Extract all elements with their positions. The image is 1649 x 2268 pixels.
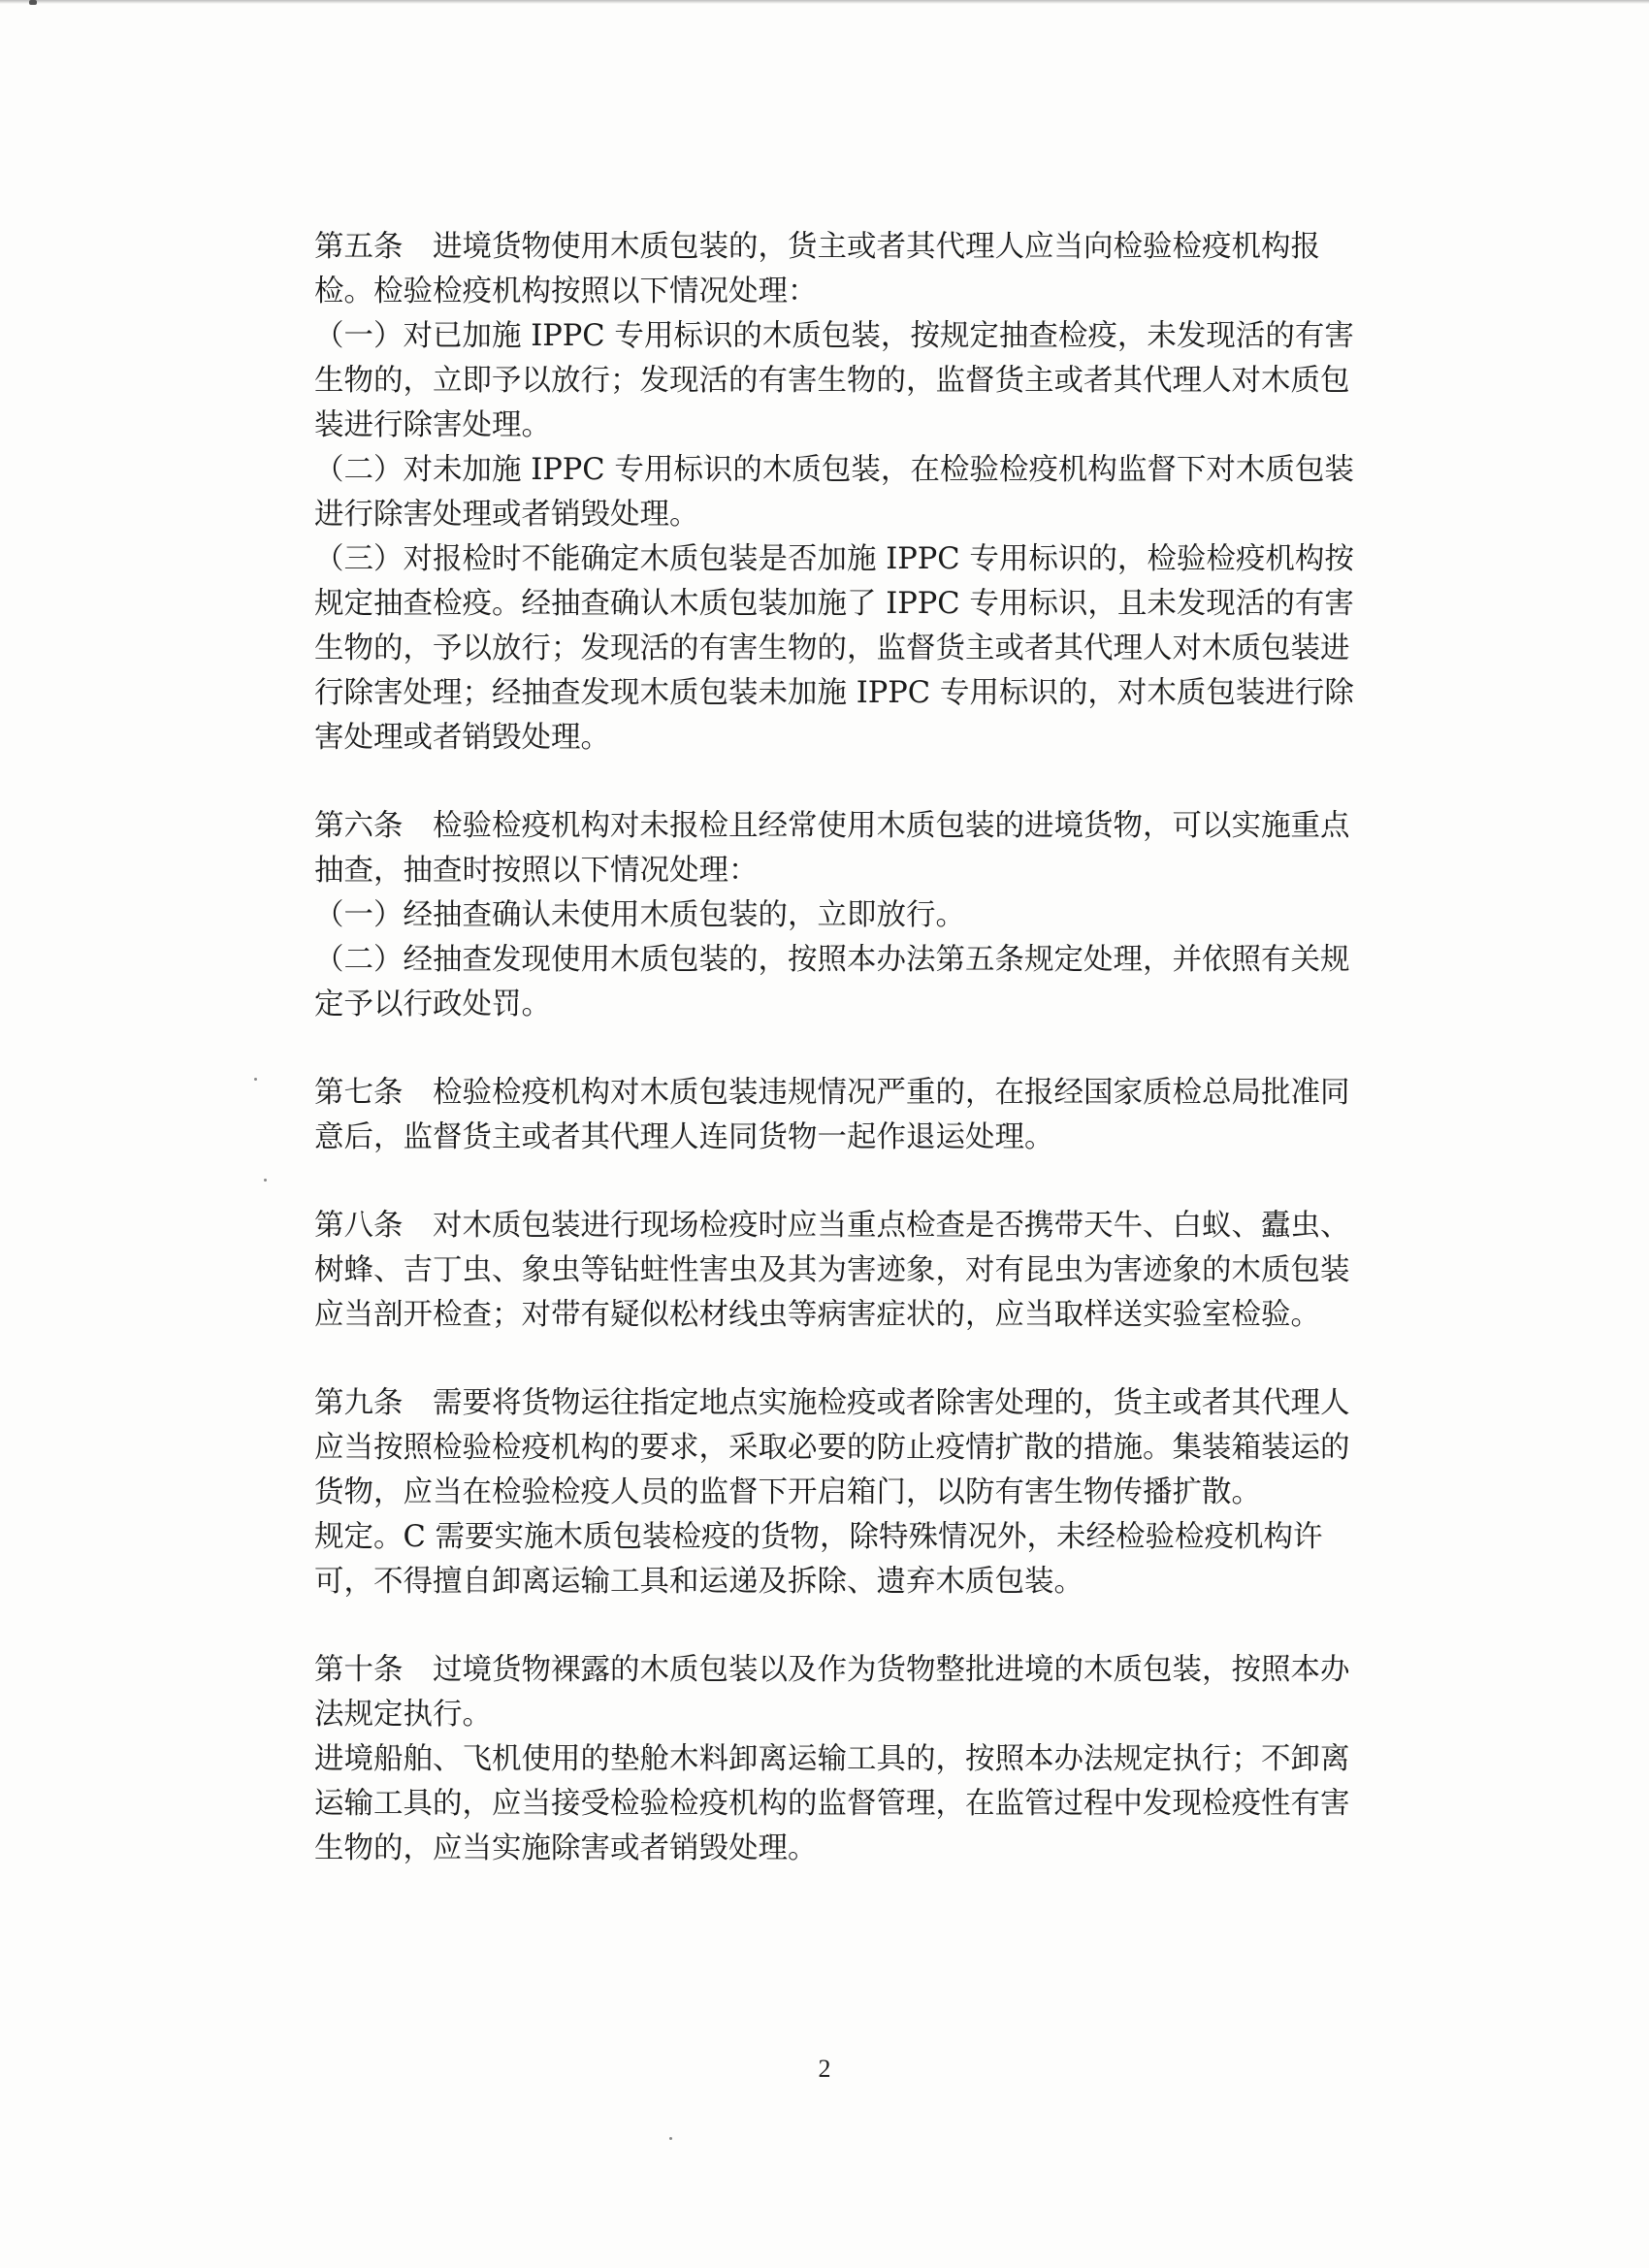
scan-speck (669, 2137, 672, 2140)
text-line: 法规定执行。 (314, 1698, 492, 1732)
text-line: 货物，应当在检验检疫人员的监督下开启箱门，以防有害生物传播扩散。 (314, 1475, 1261, 1509)
text-line: 第七条 检验检疫机构对木质包装违规情况严重的，在报经国家质检总局批准同 (314, 1076, 1350, 1110)
text-line: 应当剖开检查；对带有疑似松材线虫等病害症状的，应当取样送实验室检验。 (314, 1298, 1320, 1332)
text-line: 意后，监督货主或者其代理人连同货物一起作退运处理。 (314, 1120, 1054, 1154)
article-paragraph (314, 1204, 1381, 1338)
scan-speck (254, 1078, 257, 1081)
text-line: 抽查，抽查时按照以下情况处理： (314, 854, 759, 888)
text-line: 应当按照检验检疫机构的要求，采取必要的防止疫情扩散的措施。集装箱装运的 (314, 1431, 1350, 1465)
article-paragraph (314, 1648, 1381, 1871)
text-line: 行除害处理；经抽查发现木质包装未加施 IPPC 专用标识的，对木质包装进行除 (314, 676, 1354, 710)
text-line: 定予以行政处罚。 (314, 988, 551, 1021)
text-line: 树蜂、吉丁虫、象虫等钻蛀性害虫及其为害迹象，对有昆虫为害迹象的木质包装 (314, 1253, 1350, 1287)
text-line: （一）对已加施 IPPC 专用标识的木质包装，按规定抽查检疫，未发现活的有害 (314, 319, 1354, 353)
text-line: （二）对未加施 IPPC 专用标识的木质包装，在检验检疫机构监督下对木质包装 (314, 453, 1354, 487)
text-line: 第八条 对木质包装进行现场检疫时应当重点检查是否携带天牛、白蚁、蠹虫、 (314, 1209, 1350, 1243)
text-line: 规定。C 需要实施木质包装检疫的货物，除特殊情况外，未经检验检疫机构许 (314, 1520, 1323, 1554)
article-paragraph (314, 1071, 1381, 1160)
scan-speck (264, 1179, 267, 1182)
page-number: 2 (818, 2055, 831, 2083)
scan-edge (0, 0, 1649, 4)
text-line: 运输工具的，应当接受检验检疫机构的监督管理，在监管过程中发现检疫性有害 (314, 1787, 1350, 1821)
text-line: （二）经抽查发现使用木质包装的，按照本办法第五条规定处理，并依照有关规 (314, 943, 1350, 977)
text-line: 害处理或者销毁处理。 (314, 721, 610, 755)
text-line: 第五条 进境货物使用木质包装的，货主或者其代理人应当向检验检疫机构报 (314, 230, 1320, 264)
document-body (314, 225, 1381, 1915)
text-line: （三）对报检时不能确定木质包装是否加施 IPPC 专用标识的，检验检疫机构按 (314, 542, 1354, 576)
article-paragraph (314, 225, 1381, 761)
scan-mark (29, 0, 37, 5)
text-line: 进行除害处理或者销毁处理。 (314, 498, 699, 532)
text-line: 规定抽查检疫。经抽查确认木质包装加施了 IPPC 专用标识，且未发现活的有害 (314, 587, 1354, 621)
text-line: （一）经抽查确认未使用木质包装的，立即放行。 (314, 898, 965, 932)
text-line: 第十条 过境货物裸露的木质包装以及作为货物整批进境的木质包装，按照本办 (314, 1653, 1350, 1687)
text-line: 可，不得擅自卸离运输工具和运递及拆除、遗弃木质包装。 (314, 1565, 1083, 1599)
text-line: 生物的，予以放行；发现活的有害生物的，监督货主或者其代理人对木质包装进 (314, 632, 1350, 665)
article-paragraph (314, 804, 1381, 1027)
text-line: 生物的，立即予以放行；发现活的有害生物的，监督货主或者其代理人对木质包 (314, 364, 1350, 398)
text-line: 生物的，应当实施除害或者销毁处理。 (314, 1831, 818, 1865)
text-line: 第六条 检验检疫机构对未报检且经常使用木质包装的进境货物，可以实施重点 (314, 809, 1350, 843)
article-paragraph (314, 1381, 1381, 1604)
text-line: 装进行除害处理。 (314, 408, 551, 442)
text-line: 检。检验检疫机构按照以下情况处理： (314, 275, 818, 308)
text-line: 进境船舶、飞机使用的垫舱木料卸离运输工具的，按照本办法规定执行；不卸离 (314, 1742, 1350, 1776)
text-line: 第九条 需要将货物运往指定地点实施检疫或者除害处理的，货主或者其代理人 (314, 1386, 1350, 1420)
